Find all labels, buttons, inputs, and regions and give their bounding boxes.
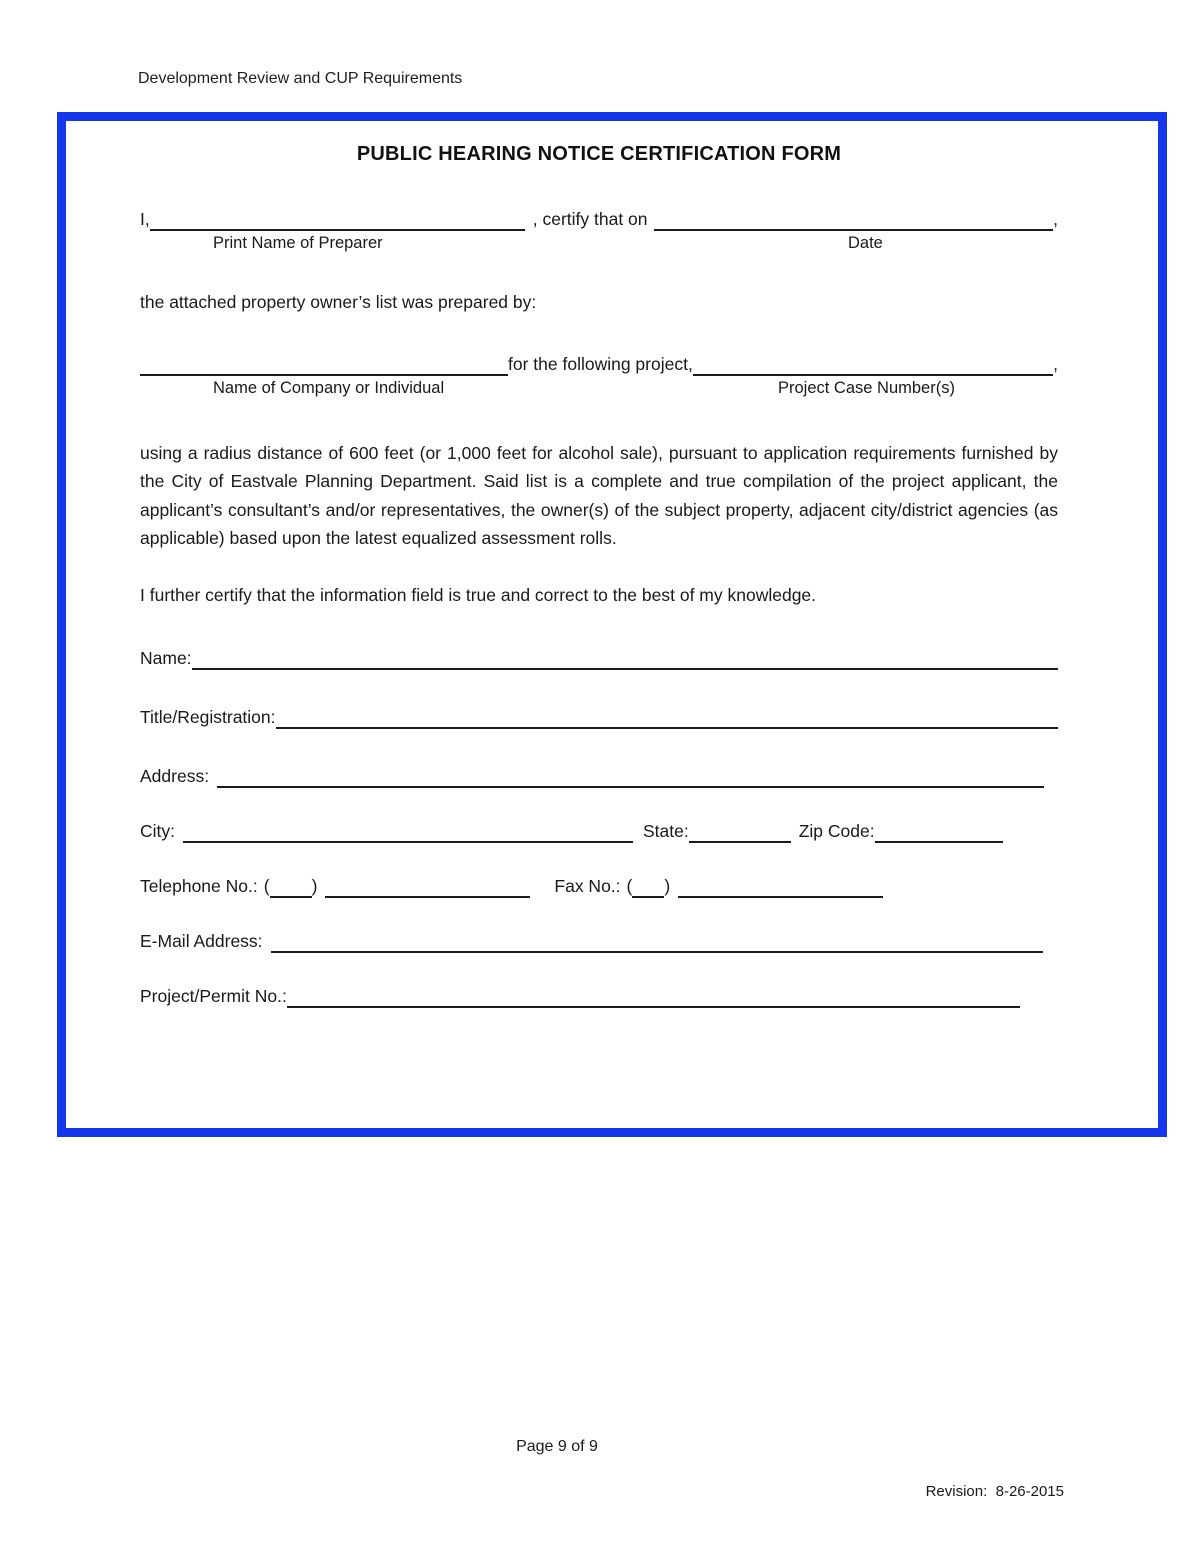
form-title: PUBLIC HEARING NOTICE CERTIFICATION FORM [356, 143, 842, 165]
page-number: Page 9 of 9 [516, 1438, 598, 1455]
certify-statement: I further certify that the information field is true and correct to the best of my knowledge. [140, 584, 817, 605]
name-field-row [140, 647, 1058, 670]
print-name-blank [150, 208, 525, 231]
prepared-by-connector: for the following project, [508, 353, 693, 374]
document-header-title: Development Review and CUP Requirements [138, 70, 463, 87]
fax-area-code-blank [632, 875, 664, 898]
address-label: Address: [140, 766, 210, 786]
print-name-label: Print Name of Preparer [213, 234, 383, 252]
project-case-number-label: Project Case Number(s) [778, 378, 955, 397]
telephone-fax-field-row [140, 875, 1058, 898]
telephone-close-paren: ) [311, 876, 318, 896]
city-state-zip-field-row [140, 820, 1058, 843]
certification-prefix: I, [140, 209, 150, 229]
address-blank [217, 765, 1044, 788]
company-name-label: Name of Company or Individual [213, 378, 445, 397]
project-case-number-blank [693, 353, 1053, 376]
fax-number-blank [678, 875, 883, 898]
state-label: State: [643, 821, 689, 841]
email-blank [271, 930, 1043, 953]
zip-code-blank [875, 820, 1003, 843]
state-blank [689, 820, 791, 843]
telephone-number-blank [325, 875, 530, 898]
prepared-by-intro: the attached property owner’s list was prepared by: [140, 292, 537, 312]
date-label: Date [848, 234, 883, 252]
city-label: City: [140, 821, 175, 841]
fax-close-paren: ) [664, 876, 671, 896]
project-permit-field-row [140, 985, 1058, 1008]
prepared-by-line-labels [140, 376, 1058, 403]
name-label: Name: [140, 648, 192, 668]
telephone-area-code-blank [270, 875, 312, 898]
email-label: E-Mail Address: [140, 931, 263, 951]
city-blank [183, 820, 633, 843]
email-field-row [140, 930, 1058, 953]
certification-form-box [57, 112, 1167, 1137]
revision-date: Revision: 8-26-2015 [925, 1483, 1064, 1500]
fax-open-paren: ( [626, 876, 633, 896]
certification-line [140, 208, 1058, 231]
title-registration-field-row [140, 706, 1058, 729]
project-permit-blank [287, 985, 1020, 1008]
certification-line-labels [140, 231, 1058, 258]
project-permit-label: Project/Permit No.: [140, 986, 287, 1006]
title-registration-label: Title/Registration: [140, 707, 276, 727]
zip-code-label: Zip Code: [798, 821, 875, 841]
radius-requirements-paragraph: using a radius distance of 600 feet (or 1,000 feet for alcohol sale), pursuant to application requirements furnished by the City of Eastvale Planning Department. Said list is a complete and true compilation of the project applicant, the applicant’s consultant’s and/or representatives, the owner(s) of the subject property, adjacent city/district agencies (as applicable) based upon the latest equalized assessment rolls. [140, 442, 1058, 548]
name-blank [192, 647, 1058, 670]
company-name-blank [140, 353, 508, 376]
certification-connector: , certify that on [532, 209, 648, 229]
address-field-row [140, 765, 1058, 788]
certification-suffix: , [1053, 209, 1058, 229]
prepared-by-suffix: , [1053, 353, 1058, 374]
title-registration-blank [276, 706, 1058, 729]
prepared-by-line [140, 353, 1058, 376]
telephone-open-paren: ( [263, 876, 270, 896]
date-blank [654, 208, 1054, 231]
fax-label: Fax No.: [554, 876, 621, 896]
telephone-label: Telephone No.: [140, 876, 258, 896]
